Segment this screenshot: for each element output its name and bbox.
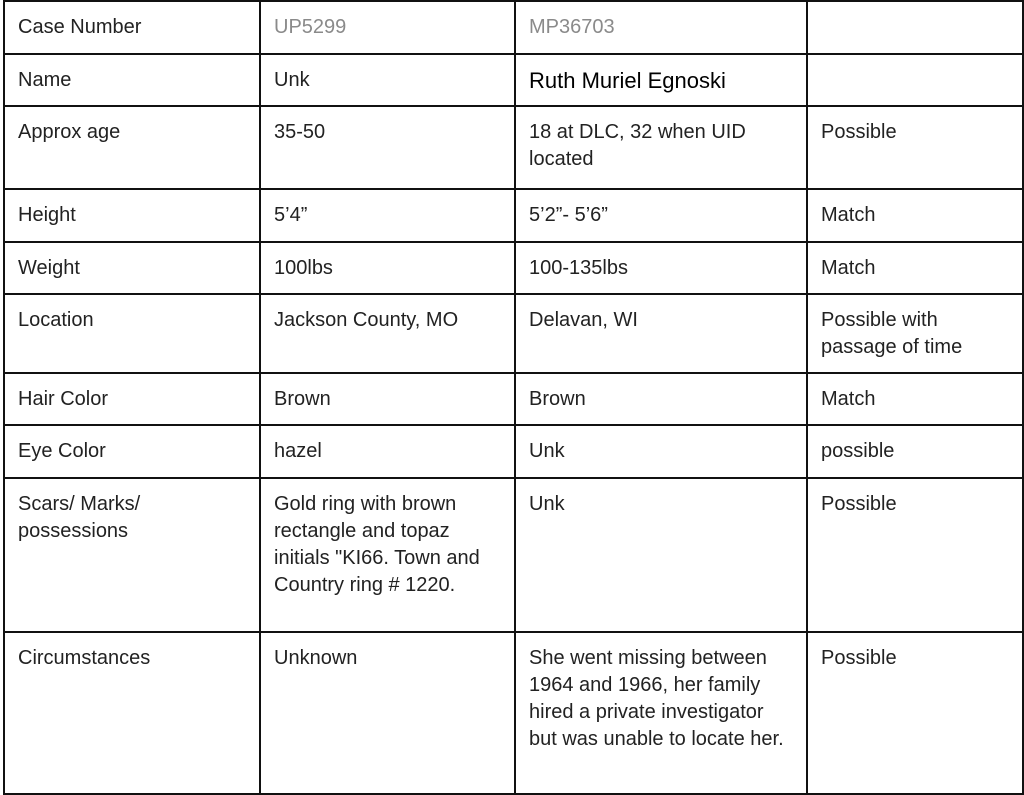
row-label: Hair Color: [4, 373, 260, 425]
match-result: [807, 1, 1023, 54]
unidentified-value: 5’4”: [260, 189, 515, 242]
table-row: [4, 632, 1023, 794]
row-label: Case Number: [4, 1, 260, 54]
unidentified-value: hazel: [260, 425, 515, 478]
match-result: Match: [807, 242, 1023, 294]
table-row: [4, 242, 1023, 294]
row-label: Eye Color: [4, 425, 260, 478]
row-label: Height: [4, 189, 260, 242]
table-row: [4, 1, 1023, 54]
table-row: [4, 189, 1023, 242]
table-row: [4, 425, 1023, 478]
unidentified-value: Gold ring with brown rectangle and topaz initials "KI66. Town and Country ring # 1220.: [260, 478, 515, 632]
unidentified-value: UP5299: [260, 1, 515, 54]
table-row: [4, 54, 1023, 106]
missing-person-value: 18 at DLC, 32 when UID located: [515, 106, 807, 189]
match-result: Possible with passage of time: [807, 294, 1023, 373]
comparison-table: [3, 0, 1024, 795]
unidentified-value: Unknown: [260, 632, 515, 794]
table-row: [4, 373, 1023, 425]
table-row: [4, 106, 1023, 189]
unidentified-value: 35-50: [260, 106, 515, 189]
match-result: Possible: [807, 478, 1023, 632]
match-result: Possible: [807, 632, 1023, 794]
missing-person-value: Ruth Muriel Egnoski: [515, 54, 807, 106]
unidentified-value: Brown: [260, 373, 515, 425]
row-label: Scars/ Marks/ possessions: [4, 478, 260, 632]
unidentified-value: Jackson County, MO: [260, 294, 515, 373]
row-label: Approx age: [4, 106, 260, 189]
match-result: Match: [807, 189, 1023, 242]
row-label: Name: [4, 54, 260, 106]
match-result: [807, 54, 1023, 106]
missing-person-value: Delavan, WI: [515, 294, 807, 373]
unidentified-value: Unk: [260, 54, 515, 106]
match-result: Possible: [807, 106, 1023, 189]
missing-person-value: Unk: [515, 425, 807, 478]
match-result: Match: [807, 373, 1023, 425]
table-row: [4, 478, 1023, 632]
row-label: Circumstances: [4, 632, 260, 794]
missing-person-value: 100-135lbs: [515, 242, 807, 294]
missing-person-value: Brown: [515, 373, 807, 425]
row-label: Weight: [4, 242, 260, 294]
missing-person-value: Unk: [515, 478, 807, 632]
match-result: possible: [807, 425, 1023, 478]
missing-person-value: 5’2”- 5’6”: [515, 189, 807, 242]
row-label: Location: [4, 294, 260, 373]
missing-person-value: MP36703: [515, 1, 807, 54]
missing-person-value: She went missing between 1964 and 1966, her family hired a private investigator but was unable to locate her.: [515, 632, 807, 794]
unidentified-value: 100lbs: [260, 242, 515, 294]
table-row: [4, 294, 1023, 373]
